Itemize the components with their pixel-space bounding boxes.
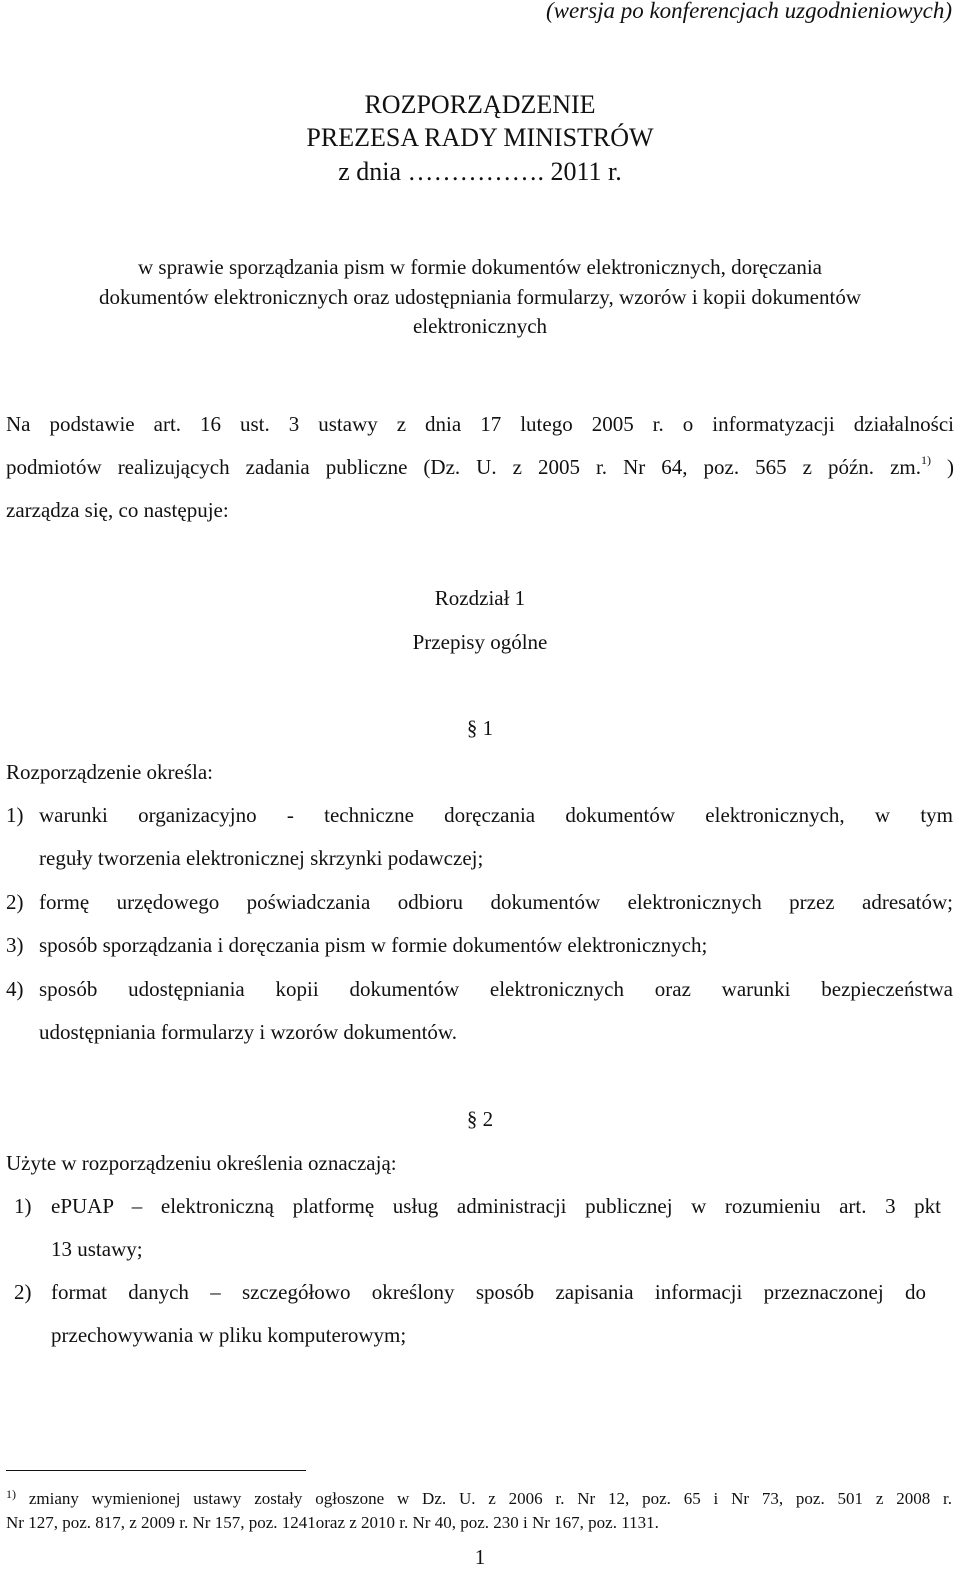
footnote-ref: 1)	[920, 453, 931, 467]
list-item-number: 3)	[6, 933, 24, 957]
list-item-number: 1)	[6, 803, 24, 827]
preamble-line-1: Na podstawie art. 16 ust. 3 ustawy z dnia 17 lutego 2005 r. o informatyzacji działalności	[6, 412, 954, 436]
list-item: sposób sporządzania i doręczania pism w formie dokumentów elektronicznych;	[39, 933, 708, 957]
chapter-number: Rozdział 1	[434, 586, 526, 610]
list-item-number: 2)	[6, 890, 24, 914]
list-item: ePUAP – elektroniczną platformę usług administracji publicznej w rozumieniu art. 3 pkt	[51, 1194, 941, 1218]
list-item-number: 1)	[14, 1194, 32, 1218]
footnote-line-1: $^{1)}$ zmiany wymienionej ustawy zostały ogłoszone w Dz. U. z 2006 r. Nr 12, poz. 65 i Nr 73, poz. 501 z 2008 r.	[6, 1487, 952, 1508]
section-2-intro: Użyte w rozporządzeniu określenia oznaczają:	[6, 1151, 397, 1175]
list-item-continuation: przechowywania w pliku komputerowym;	[51, 1323, 407, 1347]
page-number: 1	[474, 1545, 486, 1569]
subject-line-3: elektronicznych	[412, 314, 548, 338]
section-2-mark: § 2	[466, 1107, 494, 1131]
title-line-2: PREZESA RADY MINISTRÓW	[306, 123, 654, 152]
preamble-line-3: zarządza się, co następuje:	[6, 498, 229, 522]
list-item: warunki organizacyjno - techniczne doręczania dokumentów elektronicznych, w tym	[39, 803, 953, 827]
title-line-1: ROZPORZĄDZENIE	[364, 90, 596, 119]
list-item: format danych – szczegółowo określony sposób zapisania informacji przeznaczonej do	[51, 1280, 926, 1304]
subject-line-2: dokumentów elektronicznych oraz udostępniania formularzy, wzorów i kopii dokumentów	[98, 285, 861, 309]
section-1-intro: Rozporządzenie określa:	[6, 760, 213, 784]
footnote-line-2: Nr 127, poz. 817, z 2009 r. Nr 157, poz. 1241oraz z 2010 r. Nr 40, poz. 230 i Nr 167, poz. 1131.	[6, 1513, 659, 1532]
section-1-mark: § 1	[466, 716, 494, 740]
list-item-continuation: 13 ustawy;	[51, 1237, 143, 1261]
list-item-continuation: reguły tworzenia elektronicznej skrzynki podawczej;	[39, 846, 484, 870]
list-item: sposób udostępniania kopii dokumentów elektronicznych oraz warunki bezpieczeństwa	[39, 977, 953, 1001]
subject-line-1: w sprawie sporządzania pism w formie dokumentów elektronicznych, doręczania	[138, 255, 822, 279]
list-item: formę urzędowego poświadczania odbioru dokumentów elektronicznych przez adresatów;	[39, 890, 953, 914]
preamble-line-2: podmiotów realizujących zadania publiczne (Dz. U. z 2005 r. Nr 64, poz. 565 z późn. zm.$^{1)}$ )	[6, 453, 955, 479]
list-item-number: 4)	[6, 977, 24, 1001]
list-item-number: 2)	[14, 1280, 32, 1304]
list-item-continuation: udostępniania formularzy i wzorów dokumentów.	[39, 1020, 457, 1044]
title-line-3: z dnia ……………. 2011 r.	[338, 157, 622, 186]
footnote-mark: 1)	[6, 1487, 16, 1501]
footnote-separator	[6, 1470, 306, 1471]
chapter-title: Przepisy ogólne	[412, 630, 548, 654]
version-note: (wersja po konferencjach uzgodnieniowych)	[545, 0, 952, 23]
